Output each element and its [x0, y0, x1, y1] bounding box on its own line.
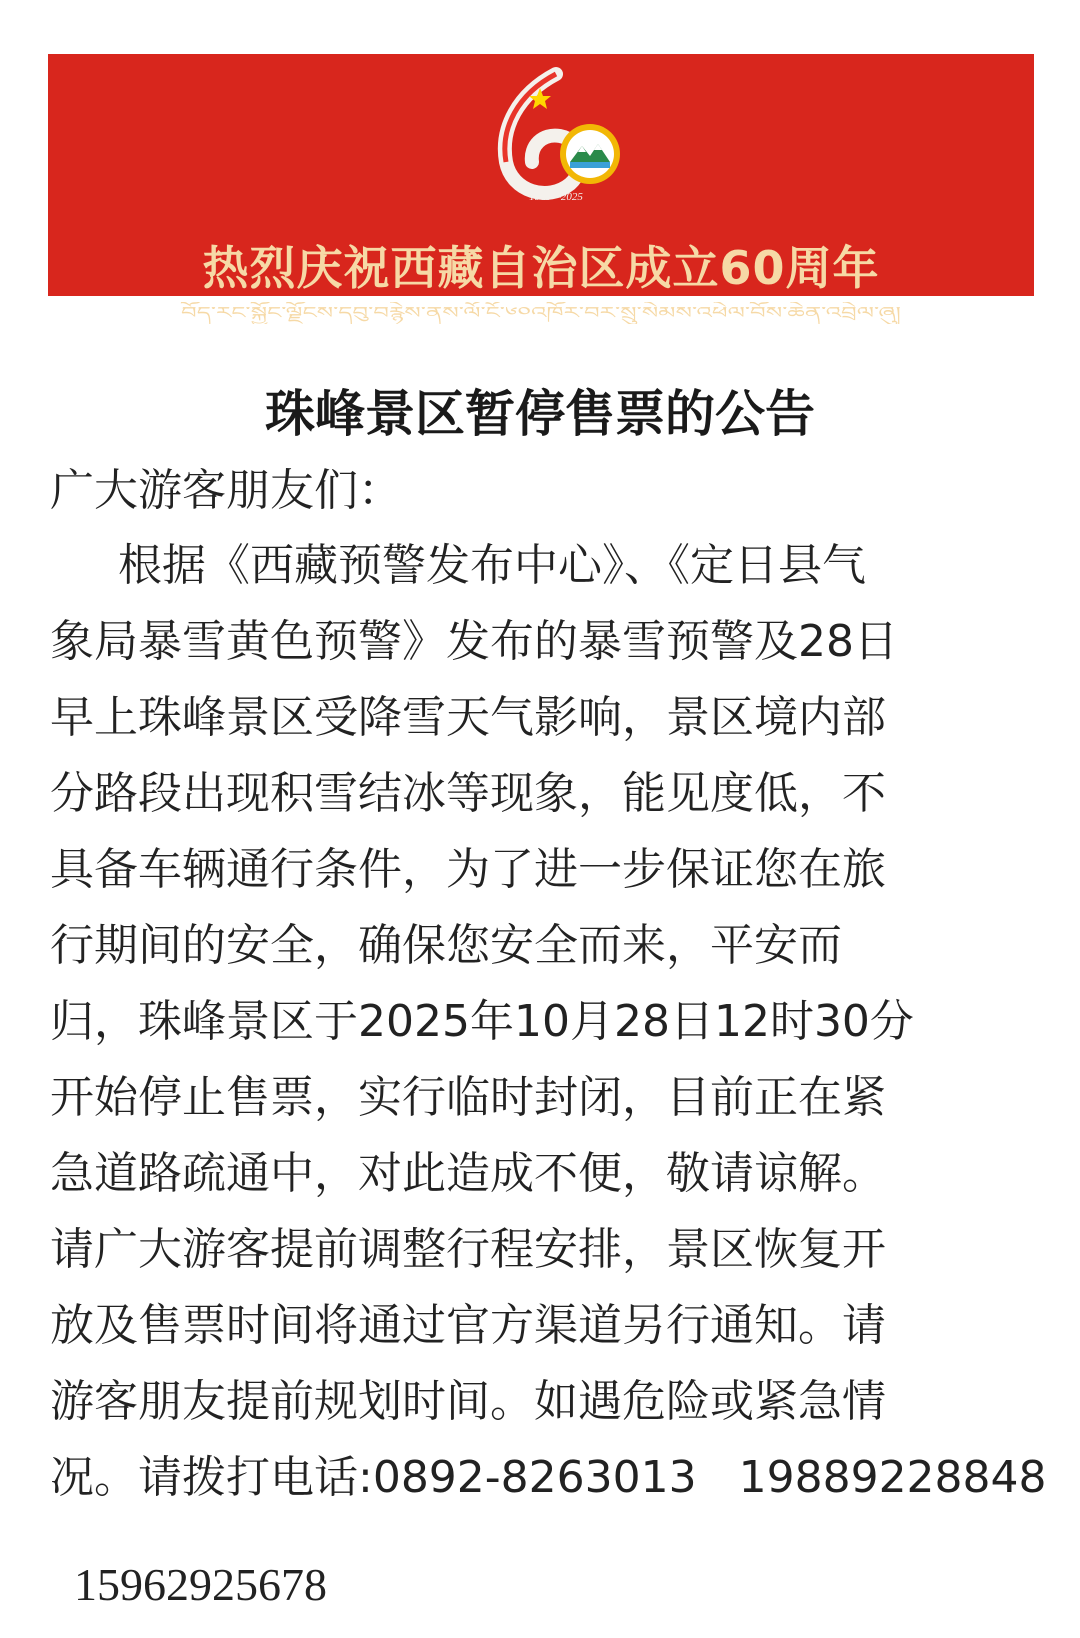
- notice-line: 归，珠峰景区于2025年10月28日12时30分: [50, 996, 914, 1047]
- notice-line: 具备车辆通行条件，为了进一步保证您在旅: [50, 844, 886, 895]
- notice-line: 象局暴雪黄色预警》发布的暴雪预警及28日: [50, 616, 898, 667]
- notice-line: 根据《西藏预警发布中心》、《定日县气: [118, 540, 866, 591]
- notice-line: 早上珠峰景区受降雪天气影响，景区境内部: [50, 692, 886, 743]
- notice-line: 放及售票时间将通过官方渠道另行通知。请: [50, 1300, 886, 1351]
- notice-line: 行期间的安全，确保您安全而来，平安而: [50, 920, 842, 971]
- banner-tibetan-text: བོད་རང་སྐྱོང་ལྗོངས་དབུ་བརྙེས་ནས་ལོ་ངོ་༦༠འཁོར་བར་སྲུ་སེམས་འཕེལ་བོས་ཆེན་འབྲེལ་ཞུ།: [181, 303, 652, 322]
- notice-greeting: 广大游客朋友们：: [50, 465, 402, 516]
- notice-line: 请广大游客提前调整行程安排，景区恢复开: [50, 1224, 886, 1275]
- banner-title: 热烈庆祝西藏自治区成立60周年: [202, 241, 880, 295]
- logo-years: 1965—2025: [529, 191, 583, 203]
- notice-line-phone: 况。请拨打电话:0892-8263013 19889228848: [50, 1452, 1047, 1503]
- notice-line: 开始停止售票，实行临时封闭，目前正在紧: [50, 1072, 886, 1123]
- phone-number: 15962925678: [74, 1559, 327, 1610]
- notice-body: [50, 528, 1047, 1516]
- notice-line: 游客朋友提前规划时间。如遇危险或紧急情: [50, 1376, 886, 1427]
- celebration-banner: [48, 54, 1034, 322]
- notice-title: 珠峰景区暂停售票的公告: [265, 385, 815, 443]
- notice-line: 急道路疏通中，对此造成不便，敬请谅解。: [50, 1148, 886, 1199]
- notice-line: 分路段出现积雪结冰等现象，能见度低，不: [50, 768, 886, 819]
- banner-tibetan-line: [176, 302, 906, 324]
- anniversary-logo-icon: [478, 66, 628, 206]
